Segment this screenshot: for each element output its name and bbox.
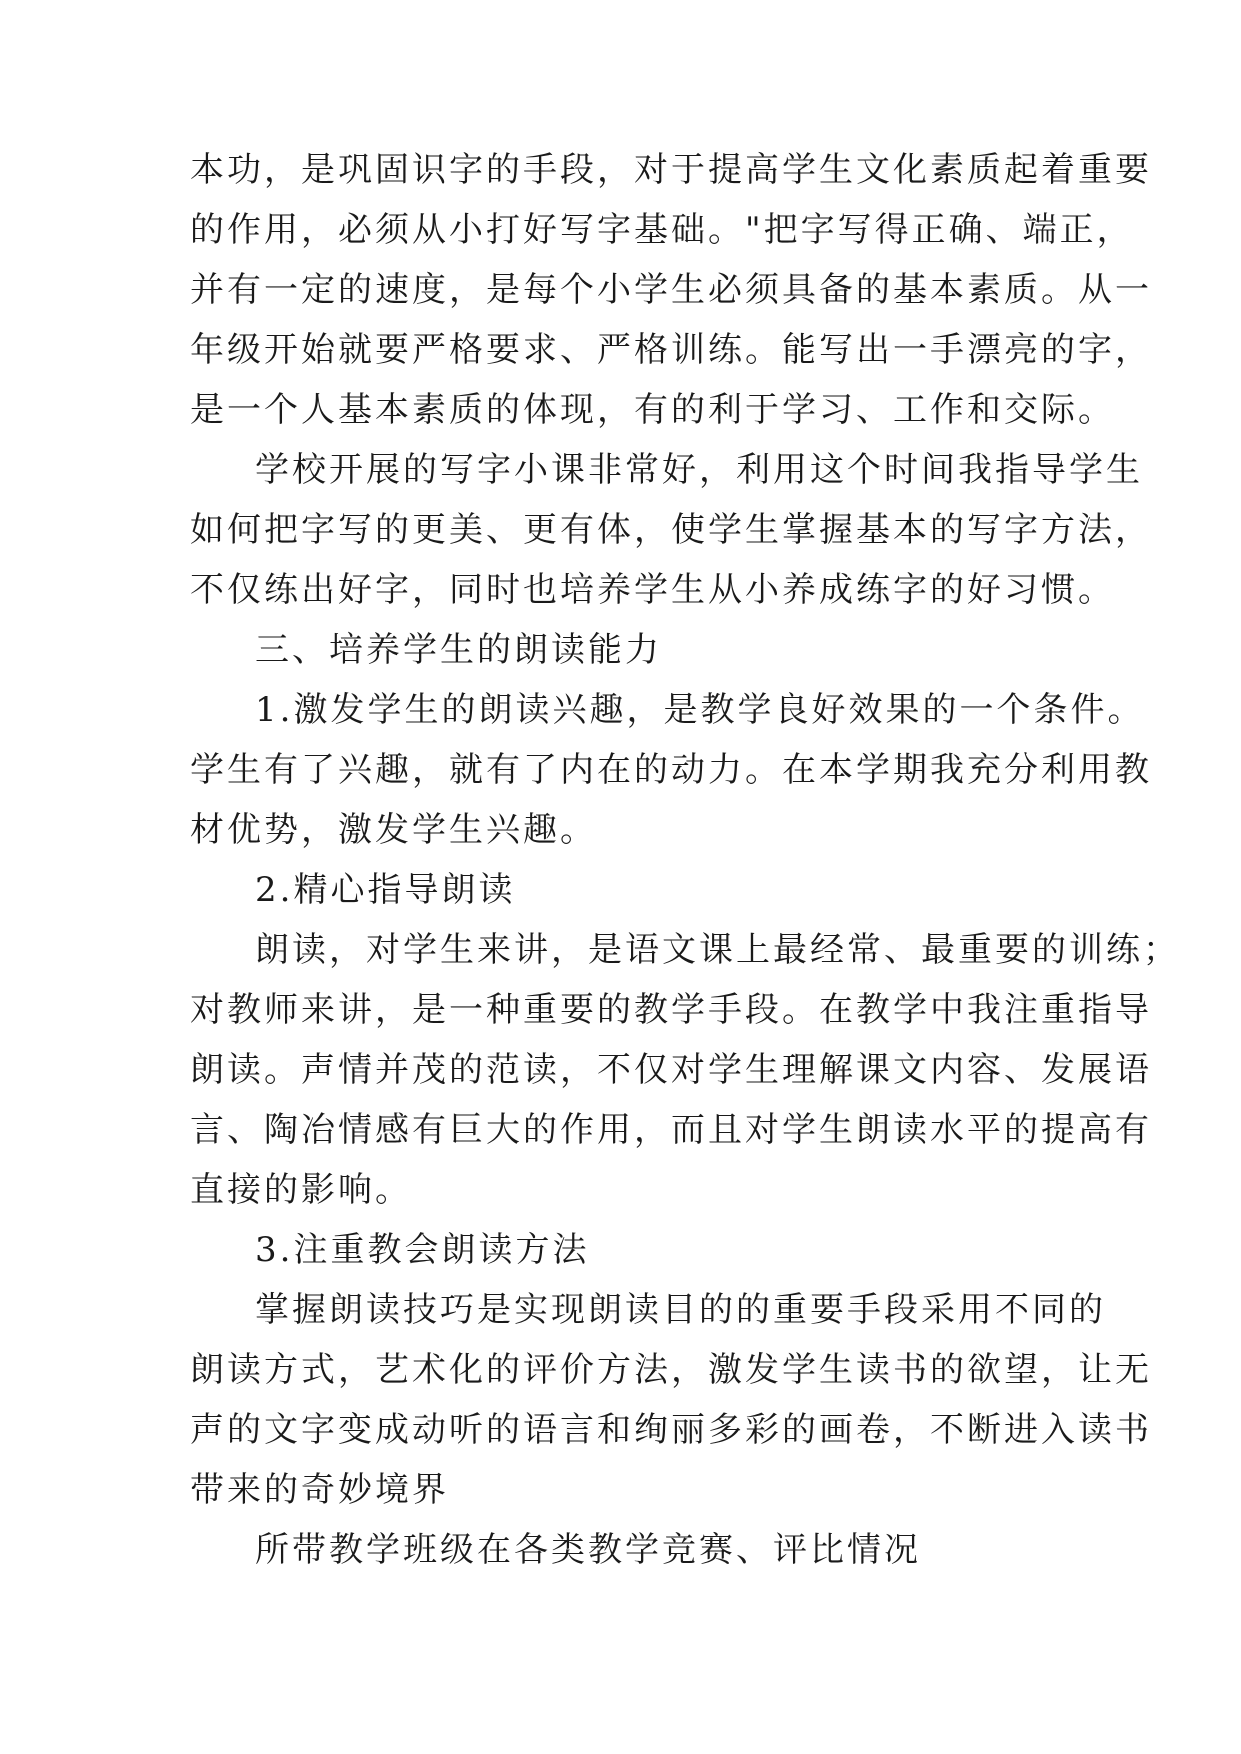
text-line: 朗读方式，艺术化的评价方法，激发学生读书的欲望，让无 (190, 1350, 1152, 1390)
text-line: 如何把字写的更美、更有体，使学生掌握基本的写字方法， (190, 510, 1152, 550)
text-line: 言、陶冶情感有巨大的作用，而且对学生朗读水平的提高有 (190, 1110, 1152, 1150)
text-line: 对教师来讲，是一种重要的教学手段。在教学中我注重指导 (190, 990, 1152, 1030)
text-line: 并有一定的速度，是每个小学生必须具备的基本素质。从一 (190, 270, 1152, 310)
subsection-heading: 3.注重教会朗读方法 (255, 1230, 590, 1270)
text-line: 年级开始就要严格要求、严格训练。能写出一手漂亮的字， (190, 330, 1152, 370)
text-line: 是一个人基本素质的体现，有的利于学习、工作和交际。 (190, 390, 1115, 430)
text-line: 带来的奇妙境界 (190, 1470, 449, 1510)
paragraph-first-line: 掌握朗读技巧是实现朗读目的的重要手段采用不同的 (255, 1290, 1106, 1330)
text-line: 学生有了兴趣，就有了内在的动力。在本学期我充分利用教 (190, 750, 1152, 790)
text-line: 朗读。声情并茂的范读，不仅对学生理解课文内容、发展语 (190, 1050, 1152, 1090)
text-line: 材优势，激发学生兴趣。 (190, 810, 597, 850)
section-heading: 所带教学班级在各类教学竞赛、评比情况 (255, 1530, 921, 1570)
text-line: 的作用，必须从小打好写字基础。"把字写得正确、端正， (190, 210, 1134, 250)
text-line: 不仅练出好字，同时也培养学生从小养成练字的好习惯。 (190, 570, 1115, 610)
paragraph-first-line: 学校开展的写字小课非常好，利用这个时间我指导学生 (255, 450, 1143, 490)
paragraph-first-line: 1.激发学生的朗读兴趣，是教学良好效果的一个条件。 (255, 690, 1145, 730)
paragraph-first-line: 朗读，对学生来讲，是语文课上最经常、最重要的训练； (255, 930, 1180, 970)
text-line: 本功，是巩固识字的手段，对于提高学生文化素质起着重要 (190, 150, 1152, 190)
section-heading: 三、培养学生的朗读能力 (255, 630, 662, 670)
subsection-heading: 2.精心指导朗读 (255, 870, 516, 910)
text-line: 直接的影响。 (190, 1170, 412, 1210)
text-line: 声的文字变成动听的语言和绚丽多彩的画卷，不断进入读书 (190, 1410, 1152, 1450)
